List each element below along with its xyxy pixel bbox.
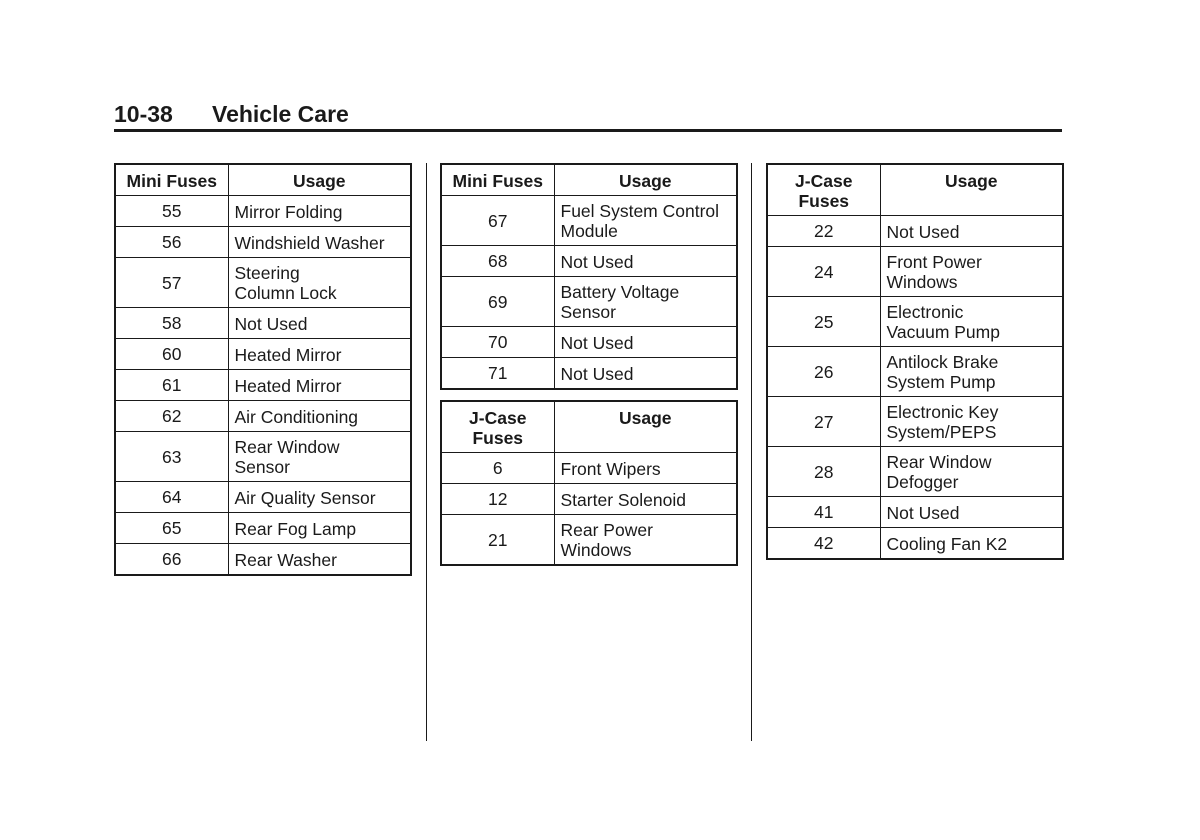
fuse-usage: Not Used xyxy=(554,358,737,390)
fuse-usage: Rear Window Sensor xyxy=(228,432,411,482)
table-row xyxy=(115,370,411,401)
fuse-number: 6 xyxy=(441,453,554,484)
fuse-number: 71 xyxy=(441,358,554,390)
fuse-number: 24 xyxy=(767,247,880,297)
table-row xyxy=(115,308,411,339)
fuse-number: 68 xyxy=(441,246,554,277)
fuse-usage: Not Used xyxy=(554,327,737,358)
j-case-fuses-table-2 xyxy=(766,163,1064,560)
fuse-column-header: J-Case Fuses xyxy=(441,401,554,453)
table-header-row xyxy=(767,164,1063,216)
fuse-usage: Not Used xyxy=(554,246,737,277)
fuse-usage: Electronic Key System/PEPS xyxy=(880,397,1063,447)
fuse-usage: Battery Voltage Sensor xyxy=(554,277,737,327)
fuse-usage: Not Used xyxy=(880,216,1063,247)
table-row xyxy=(767,497,1063,528)
fuse-usage: Rear Fog Lamp xyxy=(228,513,411,544)
table-header-row xyxy=(441,164,737,196)
fuse-usage: Air Quality Sensor xyxy=(228,482,411,513)
table-row xyxy=(115,432,411,482)
fuse-number: 65 xyxy=(115,513,228,544)
page-number: 10-38 xyxy=(114,101,173,127)
table-row xyxy=(767,247,1063,297)
mini-fuses-table-2 xyxy=(440,163,738,390)
fuse-number: 55 xyxy=(115,196,228,227)
table-row xyxy=(767,397,1063,447)
usage-column-header: Usage xyxy=(228,164,411,196)
fuse-number: 69 xyxy=(441,277,554,327)
fuse-usage: Heated Mirror xyxy=(228,339,411,370)
table-row xyxy=(115,513,411,544)
table-row xyxy=(441,327,737,358)
section-title: Vehicle Care xyxy=(212,101,349,127)
column-divider-2 xyxy=(751,163,752,741)
table-row xyxy=(441,246,737,277)
fuse-number: 21 xyxy=(441,515,554,566)
table-row xyxy=(441,515,737,566)
fuse-column-header: Mini Fuses xyxy=(115,164,228,196)
column-divider-1 xyxy=(426,163,427,741)
fuse-number: 67 xyxy=(441,196,554,246)
fuse-usage: Starter Solenoid xyxy=(554,484,737,515)
table-row xyxy=(441,196,737,246)
table-row xyxy=(767,447,1063,497)
fuse-number: 63 xyxy=(115,432,228,482)
table-row xyxy=(115,227,411,258)
table-row xyxy=(441,358,737,390)
fuse-number: 12 xyxy=(441,484,554,515)
table-row xyxy=(767,528,1063,560)
fuse-number: 28 xyxy=(767,447,880,497)
table-header-row xyxy=(441,401,737,453)
fuse-usage: Not Used xyxy=(880,497,1063,528)
table-row xyxy=(441,484,737,515)
fuse-usage: Air Conditioning xyxy=(228,401,411,432)
fuse-number: 70 xyxy=(441,327,554,358)
fuse-usage: Not Used xyxy=(228,308,411,339)
fuse-number: 61 xyxy=(115,370,228,401)
fuse-usage: Heated Mirror xyxy=(228,370,411,401)
fuse-number: 27 xyxy=(767,397,880,447)
fuse-number: 58 xyxy=(115,308,228,339)
fuse-usage: Cooling Fan K2 xyxy=(880,528,1063,560)
table-row xyxy=(441,277,737,327)
table-row xyxy=(767,297,1063,347)
fuse-column-header: J-Case Fuses xyxy=(767,164,880,216)
fuse-usage: Front Wipers xyxy=(554,453,737,484)
fuse-usage: Rear Window Defogger xyxy=(880,447,1063,497)
table-row xyxy=(115,482,411,513)
fuse-number: 64 xyxy=(115,482,228,513)
fuse-usage: Steering Column Lock xyxy=(228,258,411,308)
table-row xyxy=(115,196,411,227)
fuse-usage: Rear Power Windows xyxy=(554,515,737,566)
table-row xyxy=(115,258,411,308)
fuse-usage: Electronic Vacuum Pump xyxy=(880,297,1063,347)
fuse-usage: Antilock Brake System Pump xyxy=(880,347,1063,397)
table-row xyxy=(441,453,737,484)
fuse-number: 42 xyxy=(767,528,880,560)
fuse-number: 57 xyxy=(115,258,228,308)
fuse-usage: Windshield Washer xyxy=(228,227,411,258)
mini-fuses-table-1 xyxy=(114,163,412,576)
fuse-number: 26 xyxy=(767,347,880,397)
table-header-row xyxy=(115,164,411,196)
j-case-fuses-table-1 xyxy=(440,400,738,566)
table-row xyxy=(115,401,411,432)
fuse-number: 60 xyxy=(115,339,228,370)
fuse-number: 56 xyxy=(115,227,228,258)
usage-column-header: Usage xyxy=(554,401,737,453)
table-row xyxy=(767,347,1063,397)
page-header xyxy=(114,100,1062,132)
fuse-usage: Rear Washer xyxy=(228,544,411,576)
table-row xyxy=(115,544,411,576)
fuse-number: 41 xyxy=(767,497,880,528)
fuse-usage: Front Power Windows xyxy=(880,247,1063,297)
fuse-number: 25 xyxy=(767,297,880,347)
usage-column-header: Usage xyxy=(554,164,737,196)
fuse-number: 22 xyxy=(767,216,880,247)
fuse-number: 62 xyxy=(115,401,228,432)
usage-column-header: Usage xyxy=(880,164,1063,216)
fuse-usage: Mirror Folding xyxy=(228,196,411,227)
table-row xyxy=(115,339,411,370)
fuse-column-header: Mini Fuses xyxy=(441,164,554,196)
table-row xyxy=(767,216,1063,247)
fuse-number: 66 xyxy=(115,544,228,576)
fuse-usage: Fuel System Control Module xyxy=(554,196,737,246)
